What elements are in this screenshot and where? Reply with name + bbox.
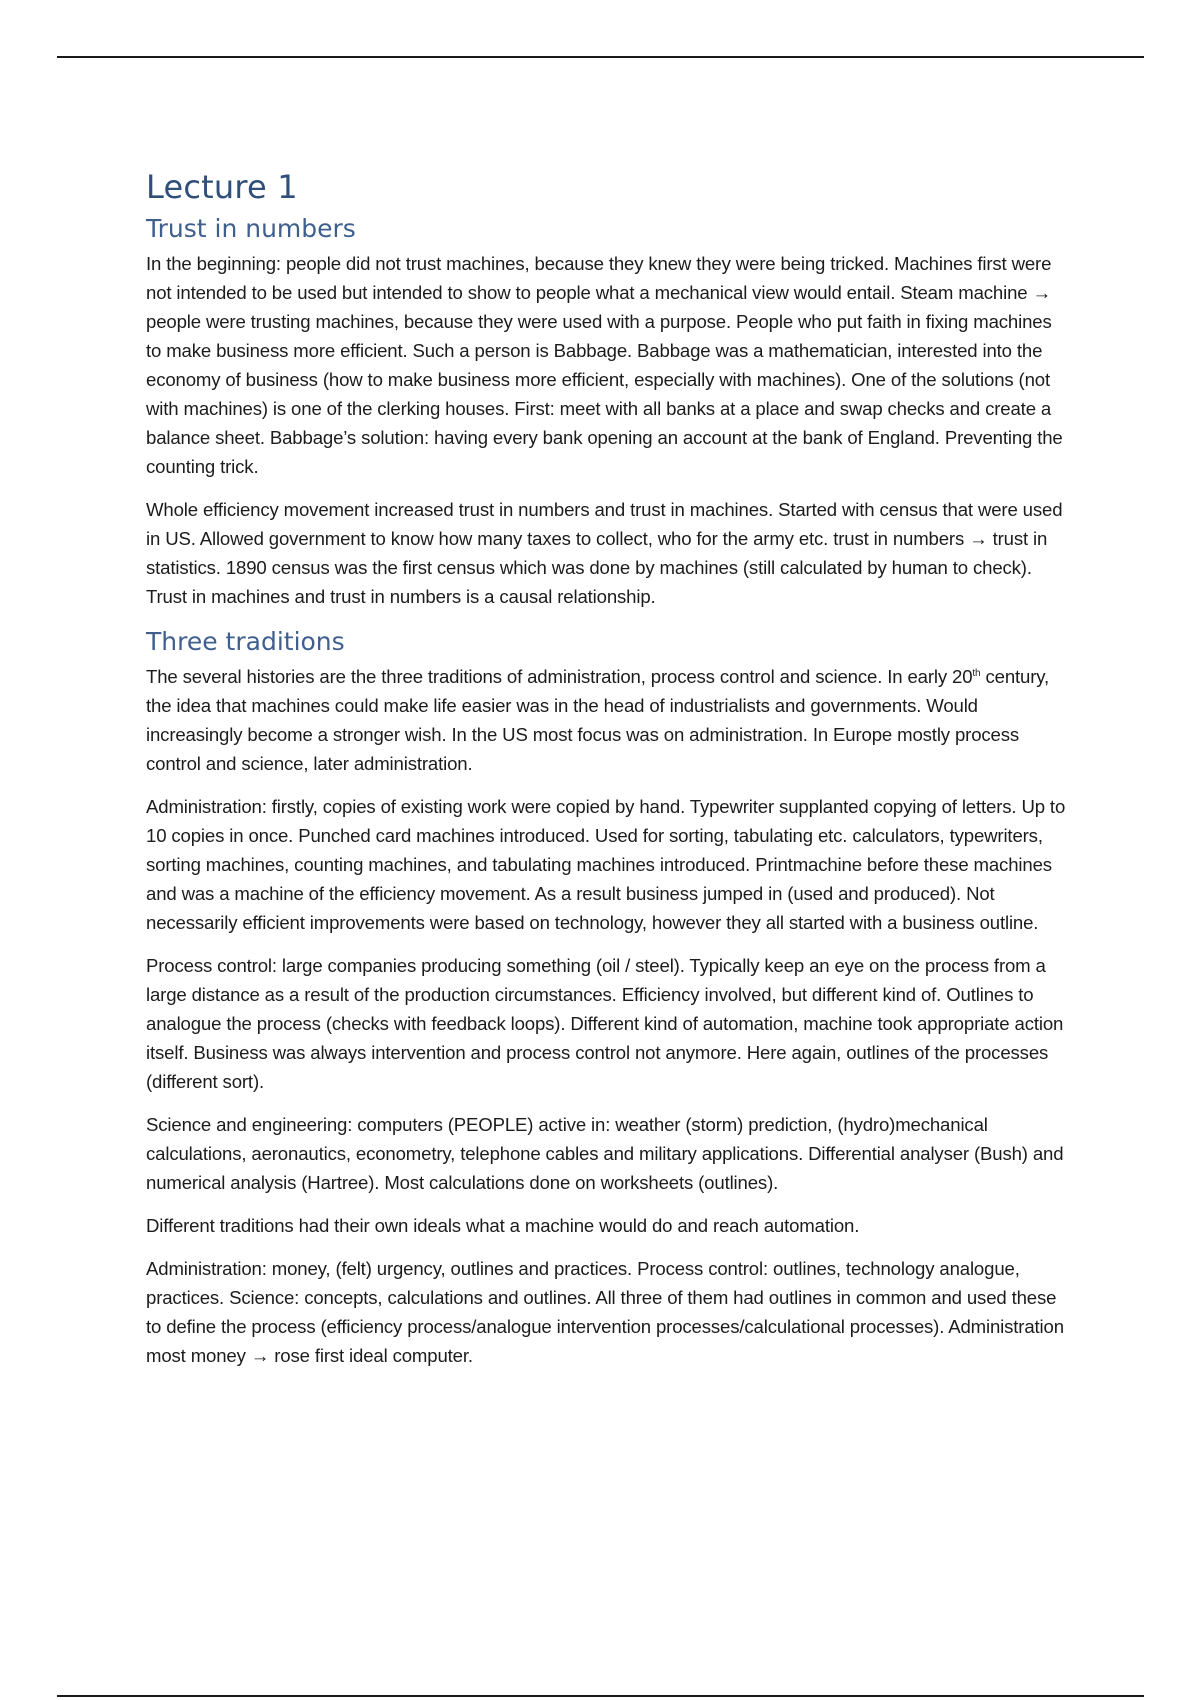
document-body [146,166,1066,1384]
section-heading: Trust in numbers [146,214,356,243]
header-rule [57,56,1144,58]
paragraph: Whole efficiency movement increased trust in numbers and trust in machines. Started with census that were used in US. Allowed government to know how many taxes to collect, who for the army etc. trust in numbers → trust in statistics. 1890 census was the first census which was done by machines (still calculated by human to check). Trust in machines and trust in numbers is a causal relationship. [146,499,1063,607]
intro-text: The several histories are the three traditions of administration, process control and science. In early 20 [146,666,973,687]
intro-text-continued: century, the idea that machines could make life easier was in the head of industrialists and governments. Would increasingly become a stronger wish. In the US most focus was on administration. In Europe mostly process control and science, later administration. [146,666,1050,774]
paragraph: Different traditions had their own ideals what a machine would do and reach automation. [146,1215,860,1236]
superscript: th [972,667,981,679]
paragraph: Administration: firstly, copies of existing work were copied by hand. Typewriter supplanted copying of letters. Up to 10 copies in once. Punched card machines introduced. Used for sorting, tabulating etc. calculators, typewriters, sorting machines, counting machines, and tabulating machines introduced. Printmachine before these machines and was a machine of the efficiency movement. As a result business jumped in (used and produced). Not necessarily efficient improvements were based on technology, however they all started with a business outline. [146,796,1066,933]
paragraph: Administration: money, (felt) urgency, outlines and practices. Process control: outlines, technology analogue, practices. Science: concepts, calculations and outlines. All three of them had outlines in common and used these to define the process (efficiency process/analogue intervention processes/calculational processes). Administration most money → rose first ideal computer. [146,1258,1064,1366]
paragraph: Process control: large companies producing something (oil / steel). Typically keep an eye on the process from a large distance as a result of the production circumstances. Efficiency involved, but different kind of. Outlines to analogue the process (checks with feedback loops). Different kind of automation, machine took appropriate action itself. Business was always intervention and process control not anymore. Here again, outlines of the processes (different sort). [146,955,1064,1092]
section-three-traditions [146,625,1066,1370]
section-trust-in-numbers [146,212,1066,611]
footer-rule [57,1695,1144,1697]
section-heading: Three traditions [146,627,345,656]
paragraph: Science and engineering: computers (PEOPLE) active in: weather (storm) prediction, (hydro)mechanical calculations, aeronautics, econometry, telephone cables and military applications. Differential analyser (Bush) and numerical analysis (Hartree). Most calculations done on worksheets (outlines). [146,1114,1064,1193]
paragraph-intro [146,662,1066,778]
paragraph: In the beginning: people did not trust machines, because they knew they were being tricked. Machines first were not intended to be used but intended to show to people what a mechanical view would entail. Steam machine → people were trusting machines, because they were used with a purpose. People who put faith in fixing machines to make business more efficient. Such a person is Babbage. Babbage was a mathematician, interested into the economy of business (how to make business more efficient, especially with machines). One of the solutions (not with machines) is one of the clerking houses. First: meet with all banks at a place and swap checks and create a balance sheet. Babbage’s solution: having every bank opening an account at the bank of England. Preventing the counting trick. [146,253,1063,477]
page-title: Lecture 1 [146,168,298,206]
